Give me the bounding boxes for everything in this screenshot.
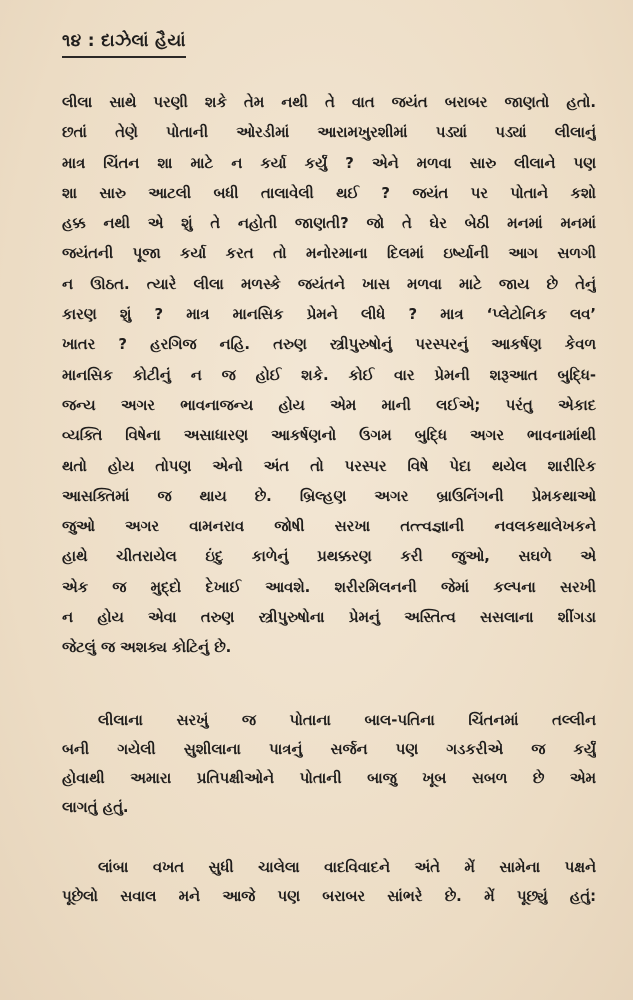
text-line: લાગતું હતું. <box>62 798 129 816</box>
paragraph <box>62 706 596 822</box>
text-line: હાથે ચીતરાયેલ ઇંદુ કાળેનું પ્રથક્કરણ કરી જુઓ, સઘળે એ <box>62 548 596 566</box>
text-line: જયંતની પૂજા કર્યા કરત તો મનોરમાના દિલમાં ઇર્ષ્યાની આગ સળગી <box>62 245 596 263</box>
text-line: લાંબા વખત સુધી ચાલેલા વાદવિવાદને અંતે મેં સામેના પક્ષને <box>98 858 596 876</box>
text-line: જુઓ અગર વામનરાવ જોષી સરખા તત્ત્વજ્ઞાની નવલકથાલેખકને <box>62 518 596 536</box>
text-line: વ્યક્તિ વિષેના અસાધારણ આકર્ષણનો ઉગમ બુદ્ધિ અગર ભાવનામાંથી <box>62 427 596 445</box>
text-line: લીલા સાથે પરણી શકે તેમ નથી તે વાત જયંત બરાબર જાણતો હતો. <box>62 94 596 111</box>
text-line: ખાતર ? હરગિજ નહિ. તરુણ સ્ત્રીપુરુષોનું પરસ્પરનું આકર્ષણ કેવળ <box>62 336 596 354</box>
paragraph <box>62 88 596 664</box>
text-line: શા સારુ આટલી બધી તાલાવેલી થઈ ? જયંત પર પોતાને કશો <box>62 184 596 202</box>
text-line: એક જ મુદ્દો દેખાઈ આવશે. શરીરમિલનની જેમાં કલ્પના સરખી <box>62 578 596 596</box>
text-line: જન્ય અગર ભાવનાજન્ય હોય એમ માની લઈએ; પરંતુ એકાદ <box>62 396 596 414</box>
text-line: બની ગયેલી સુશીલાના પાત્રનું સર્જન પણ ગડકરીએ જ કર્યું <box>62 740 596 758</box>
paragraph <box>62 853 596 911</box>
text-line: માનસિક કોટીનું ન જ હોઈ શકે. કોઈ વાર પ્રેમની શરૂઆત બુદ્ધિ- <box>62 366 596 384</box>
text-line: થતો હોય તોપણ એનો અંત તો પરસ્પર વિષે પેદા થયેલ શારીરિક <box>62 457 596 475</box>
text-line: હક્ક નથી એ શું તે નહોતી જાણતી? જો તે ઘેર બેઠી મનમાં મનમાં <box>62 215 596 233</box>
text-line: જેટલું જ અશક્ય કોટિનું છે. <box>62 639 232 657</box>
text-line: લીલાના સરખું જ પોતાના બાલ-પતિના ચિંતનમાં તલ્લીન <box>98 711 596 729</box>
page-body <box>62 88 596 911</box>
text-line: છતાં તેણે પોતાની ઓરડીમાં આરામખુરશીમાં પડ્યાં પડ્યાં લીલાનું <box>62 124 596 142</box>
text-line: ન ઊઠત. ત્યારે લીલા મળસ્કે જયંતને ખાસ મળવા માટે જાય છે તેનું <box>62 275 596 293</box>
text-line: પૂછેલો સવાલ મને આજે પણ બરાબર સાંભરે છે. મેં પૂછ્યું હતું: <box>62 887 596 905</box>
text-line: કારણ શું ? માત્ર માનસિક પ્રેમને લીધે ? માત્ર ‘પ્લેટોનિક લવ’ <box>62 306 596 324</box>
text-line: ન હોય એવા તરુણ સ્ત્રીપુરુષોના પ્રેમનું અસ્તિત્વ સસલાના શીંગડા <box>62 609 596 627</box>
text-line: હોવાથી અમારા પ્રતિપક્ષીઓને પોતાની બાજુ ખૂબ સબળ છે એમ <box>62 769 596 787</box>
page-header: ૧૪ : દાઝેલાં હૈયાં <box>62 30 186 58</box>
text-line: આસક્તિમાં જ થાય છે. બ્રિલ્હણ અગર બ્રાઉનિંગની પ્રેમકથાઓ <box>62 487 596 505</box>
text-line: માત્ર ચિંતન શા માટે ન કર્યા કર્યું ? એને મળવા સારુ લીલાને પણ <box>62 154 596 172</box>
